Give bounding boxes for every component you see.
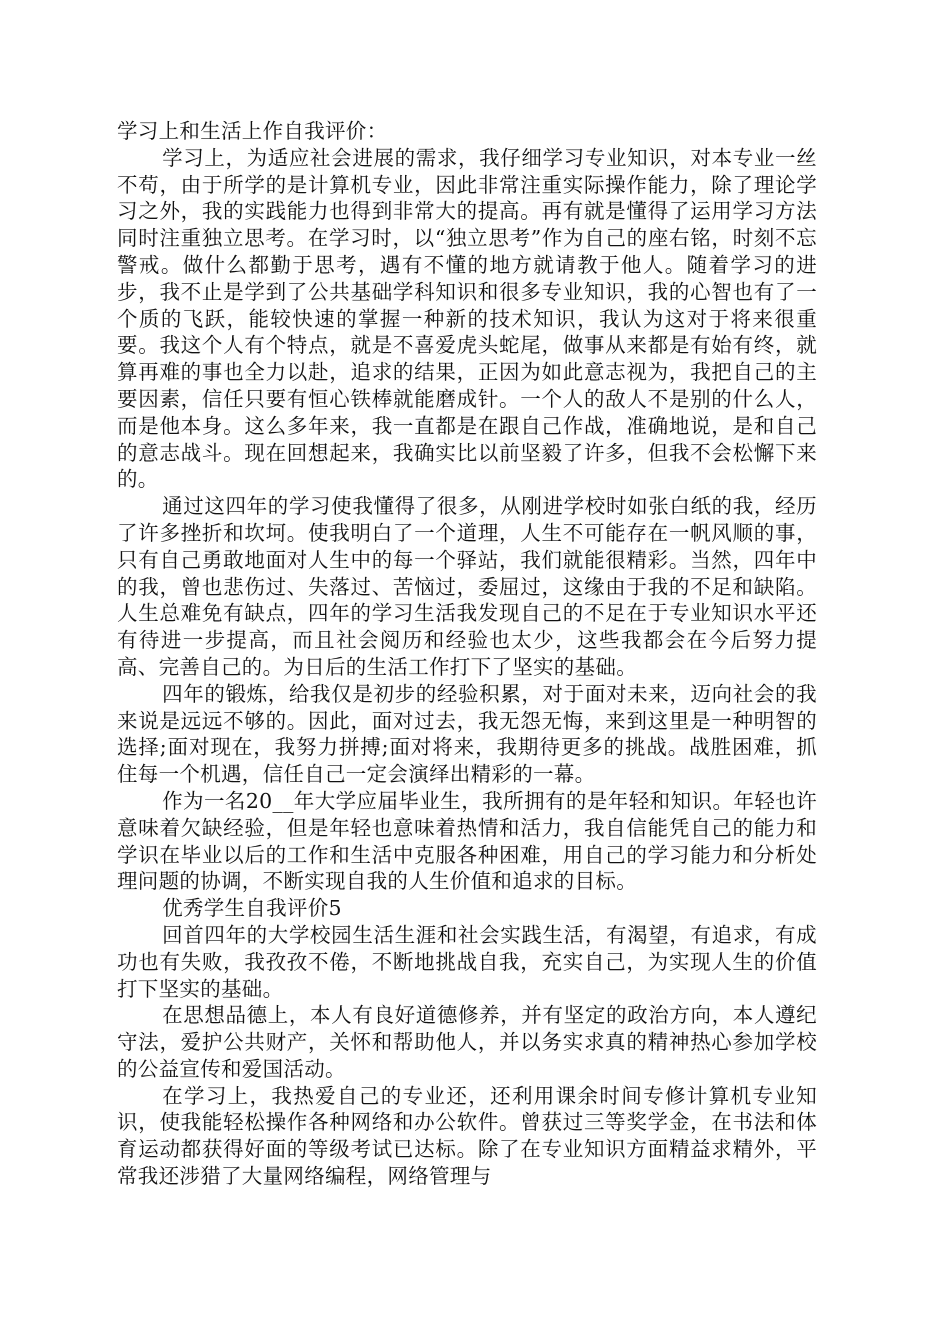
section-title: 优秀学生自我评价5 — [162, 896, 342, 921]
paragraph-four-years: 通过这四年的学习使我懂得了很多，从刚进学校时如张白纸的我，经历了许多挫折和坎坷。使我明白了一个道理，人生不可能存在一帆风顺的事，只有自己勇敢地面对人生中的每一个驿站，我们就能很精彩。当然，四年中的我，曾也悲伤过、失落过、苦恼过，委屈过，这缘由于我的不足和缺陷。人生总难免有缺点，四年的学习生活我发现自己的不足在于专业知识水平还有待进一步提高，而且社会阅历和经验也太少，这些我都会在今后努力提高、完善自己的。为日后的生活工作打下了坚实的基础。 — [117, 494, 817, 679]
paragraph-graduate: 作为一名20__年大学应届毕业生，我所拥有的是年轻和知识。年轻也许意味着欠缺经验，但是年轻也意味着热情和活力，我自信能凭自己的能力和学识在毕业以后的工作和生活中克服各种困难，用自己的学习能力和分析处理问题的协调，不断实现自我的人生价值和追求的目标。 — [117, 788, 817, 894]
document-body — [117, 118, 817, 1190]
paragraph-study: 学习上，为适应社会进展的需求，我仔细学习专业知识，对本专业一丝不苟，由于所学的是计算机专业，因此非常注重实际操作能力，除了理论学习之外，我的实践能力也得到非常大的提高。再有就是懂得了运用学习方法同时注重独立思考。在学习时，以“独立思考”作为自己的座右铭，时刻不忘警戒。做什么都勤于思考，遇有不懂的地方就请教于他人。随着学习的进步，我不止是学到了公共基础学科知识和很多专业知识，我的心智也有了一个质的飞跃，能较快速的掌握一种新的技术知识，我认为这对于将来很重要。我这个人有个特点，就是不喜爱虎头蛇尾，做事从来都是有始有终，就算再难的事也全力以赴，追求的结果，正因为如此意志视为，我把自己的主要因素，信任只要有恒心铁棒就能磨成针。一个人的敌人不是别的什么人，而是他本身。这么多年来，我一直都是在跟自己作战，准确地说，是和自己的意志战斗。现在回想起来，我确实比以前坚毅了许多，但我不会松懈下来的。 — [117, 145, 817, 492]
paragraph-look-back: 回首四年的大学校园生活生涯和社会实践生活，有渴望，有追求，有成功也有失败，我孜孜不倦，不断地挑战自我，充实自己，为实现人生的价值打下坚实的基础。 — [117, 922, 817, 1001]
paragraph-learning: 在学习上，我热爱自己的专业还，还利用课余时间专修计算机专业知识，使我能轻松操作各种网络和办公软件。曾获过三等奖学金，在书法和体育运动都获得好面的等级考试已达标。除了在专业知识方面精益求精外，平常我还涉猎了大量网络编程，网络管理与 — [117, 1083, 817, 1189]
paragraph-training: 四年的锻炼，给我仅是初步的经验积累，对于面对未来，迈向社会的我来说是远远不够的。因此，面对过去，我无怨无悔，来到这里是一种明智的选择;面对现在，我努力拼搏;面对将来，我期待更多的挑战。战胜困难，抓住每一个机遇，信任自己一定会演绎出精彩的一幕。 — [117, 681, 817, 787]
paragraph-morality: 在思想品德上，本人有良好道德修养，并有坚定的政治方向，本人遵纪守法，爱护公共财产，关怀和帮助他人，并以务实求真的精神热心参加学校的公益宣传和爱国活动。 — [117, 1003, 817, 1081]
intro-heading: 学习上和生活上作自我评价： — [117, 119, 388, 143]
